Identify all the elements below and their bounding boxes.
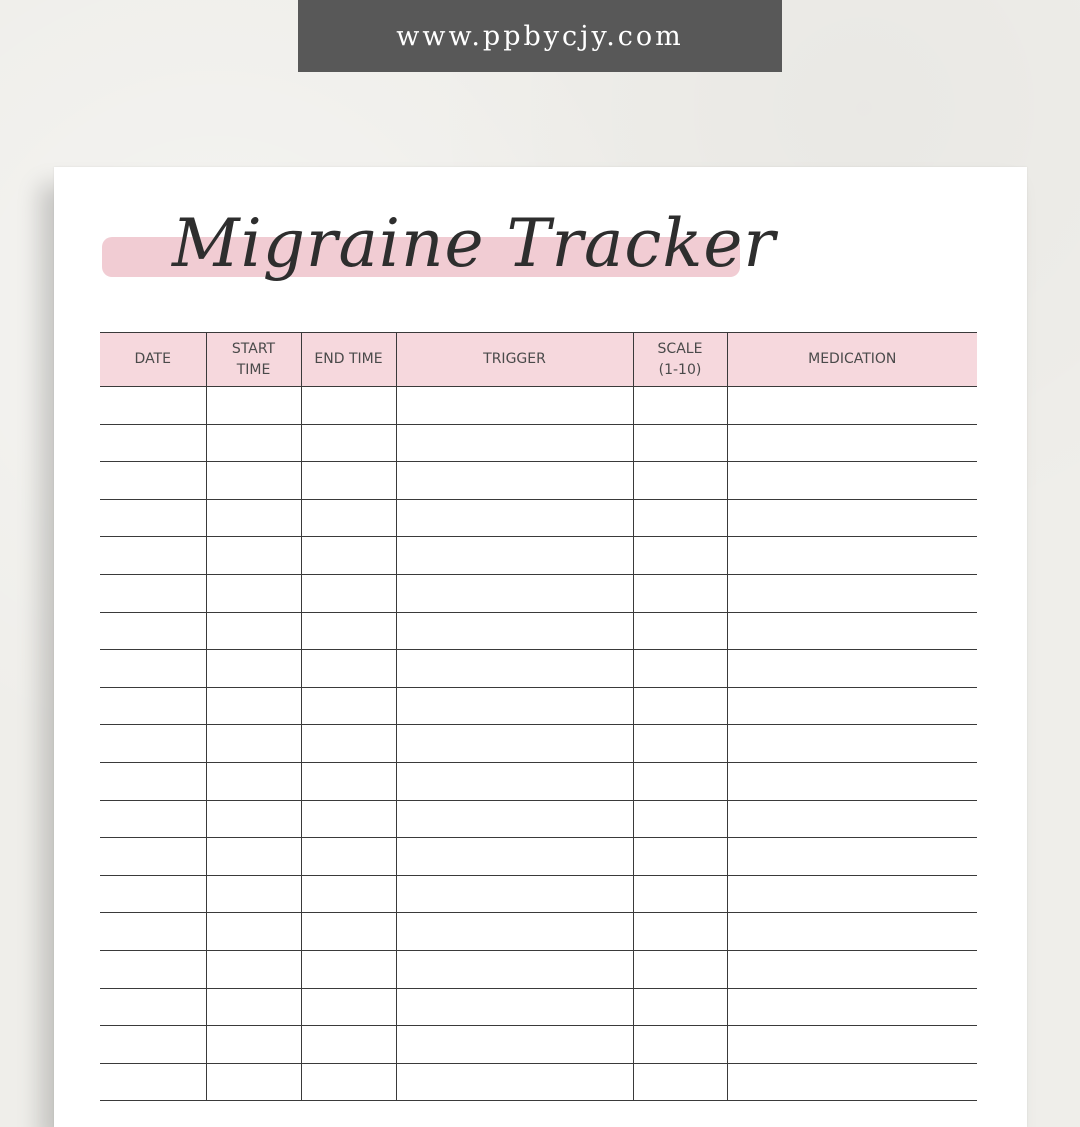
table-row	[100, 387, 977, 425]
cell-start-time	[206, 1063, 301, 1101]
cell-start-time	[206, 499, 301, 537]
cell-scale	[633, 462, 727, 500]
cell-scale	[633, 988, 727, 1026]
table-row	[100, 650, 977, 688]
cell-date	[100, 875, 206, 913]
table-body	[100, 387, 977, 1101]
cell-medication	[727, 574, 977, 612]
cell-trigger	[396, 950, 633, 988]
cell-trigger	[396, 462, 633, 500]
page-title: Migraine Tracker	[172, 205, 776, 282]
cell-medication	[727, 462, 977, 500]
table-row	[100, 1026, 977, 1064]
cell-end-time	[301, 950, 396, 988]
cell-trigger	[396, 424, 633, 462]
cell-start-time	[206, 687, 301, 725]
printable-sheet	[54, 167, 1027, 1127]
url-banner	[298, 0, 782, 72]
cell-medication	[727, 913, 977, 951]
cell-medication	[727, 950, 977, 988]
cell-trigger	[396, 875, 633, 913]
cell-scale	[633, 499, 727, 537]
cell-date	[100, 913, 206, 951]
cell-date	[100, 800, 206, 838]
cell-end-time	[301, 650, 396, 688]
cell-medication	[727, 687, 977, 725]
cell-date	[100, 650, 206, 688]
migraine-log-table	[100, 332, 977, 1101]
cell-start-time	[206, 612, 301, 650]
cell-trigger	[396, 574, 633, 612]
cell-medication	[727, 1026, 977, 1064]
table-row	[100, 838, 977, 876]
cell-end-time	[301, 838, 396, 876]
column-header-medication: MEDICATION	[727, 333, 977, 387]
cell-date	[100, 1026, 206, 1064]
cell-trigger	[396, 1063, 633, 1101]
cell-date	[100, 537, 206, 575]
cell-start-time	[206, 574, 301, 612]
cell-date	[100, 574, 206, 612]
cell-start-time	[206, 875, 301, 913]
cell-medication	[727, 725, 977, 763]
table-row	[100, 913, 977, 951]
cell-start-time	[206, 725, 301, 763]
cell-date	[100, 950, 206, 988]
cell-end-time	[301, 988, 396, 1026]
table-row	[100, 725, 977, 763]
column-header-end-time: END TIME	[301, 333, 396, 387]
column-header-start-time: START TIME	[206, 333, 301, 387]
cell-end-time	[301, 424, 396, 462]
cell-start-time	[206, 838, 301, 876]
cell-scale	[633, 650, 727, 688]
table-row	[100, 988, 977, 1026]
cell-trigger	[396, 838, 633, 876]
table-row	[100, 499, 977, 537]
table-row	[100, 762, 977, 800]
cell-end-time	[301, 875, 396, 913]
cell-scale	[633, 800, 727, 838]
table-row	[100, 950, 977, 988]
cell-end-time	[301, 612, 396, 650]
cell-end-time	[301, 1063, 396, 1101]
cell-medication	[727, 499, 977, 537]
cell-medication	[727, 762, 977, 800]
cell-trigger	[396, 800, 633, 838]
cell-start-time	[206, 462, 301, 500]
cell-date	[100, 838, 206, 876]
table-row	[100, 687, 977, 725]
cell-end-time	[301, 800, 396, 838]
table-row	[100, 1063, 977, 1101]
cell-scale	[633, 1063, 727, 1101]
cell-date	[100, 387, 206, 425]
cell-start-time	[206, 1026, 301, 1064]
cell-start-time	[206, 650, 301, 688]
cell-end-time	[301, 462, 396, 500]
cell-trigger	[396, 687, 633, 725]
table-row	[100, 462, 977, 500]
cell-scale	[633, 913, 727, 951]
cell-medication	[727, 875, 977, 913]
cell-date	[100, 612, 206, 650]
cell-start-time	[206, 387, 301, 425]
cell-medication	[727, 800, 977, 838]
cell-start-time	[206, 424, 301, 462]
cell-trigger	[396, 725, 633, 763]
cell-end-time	[301, 913, 396, 951]
table-row	[100, 537, 977, 575]
cell-end-time	[301, 499, 396, 537]
cell-end-time	[301, 1026, 396, 1064]
cell-scale	[633, 838, 727, 876]
column-header-date: DATE	[100, 333, 206, 387]
table-row	[100, 800, 977, 838]
cell-medication	[727, 650, 977, 688]
cell-scale	[633, 762, 727, 800]
cell-start-time	[206, 988, 301, 1026]
cell-scale	[633, 875, 727, 913]
cell-trigger	[396, 650, 633, 688]
cell-medication	[727, 1063, 977, 1101]
cell-date	[100, 725, 206, 763]
cell-trigger	[396, 537, 633, 575]
cell-scale	[633, 1026, 727, 1064]
cell-date	[100, 687, 206, 725]
cell-medication	[727, 537, 977, 575]
cell-end-time	[301, 387, 396, 425]
cell-start-time	[206, 800, 301, 838]
cell-date	[100, 988, 206, 1026]
cell-date	[100, 762, 206, 800]
table-header-row	[100, 333, 977, 387]
cell-start-time	[206, 913, 301, 951]
cell-end-time	[301, 574, 396, 612]
cell-end-time	[301, 725, 396, 763]
cell-medication	[727, 387, 977, 425]
cell-date	[100, 424, 206, 462]
cell-scale	[633, 612, 727, 650]
cell-medication	[727, 988, 977, 1026]
cell-trigger	[396, 1026, 633, 1064]
cell-scale	[633, 725, 727, 763]
cell-scale	[633, 574, 727, 612]
cell-trigger	[396, 988, 633, 1026]
cell-scale	[633, 537, 727, 575]
cell-scale	[633, 950, 727, 988]
cell-trigger	[396, 612, 633, 650]
cell-date	[100, 462, 206, 500]
cell-end-time	[301, 762, 396, 800]
cell-medication	[727, 838, 977, 876]
table-row	[100, 424, 977, 462]
cell-start-time	[206, 762, 301, 800]
table-row	[100, 875, 977, 913]
cell-trigger	[396, 387, 633, 425]
table-row	[100, 574, 977, 612]
cell-medication	[727, 424, 977, 462]
cell-trigger	[396, 913, 633, 951]
cell-trigger	[396, 762, 633, 800]
cell-end-time	[301, 687, 396, 725]
cell-start-time	[206, 950, 301, 988]
cell-scale	[633, 387, 727, 425]
table-row	[100, 612, 977, 650]
cell-date	[100, 1063, 206, 1101]
column-header-trigger: TRIGGER	[396, 333, 633, 387]
cell-medication	[727, 612, 977, 650]
cell-scale	[633, 424, 727, 462]
column-header-scale: SCALE (1-10)	[633, 333, 727, 387]
cell-scale	[633, 687, 727, 725]
cell-date	[100, 499, 206, 537]
cell-start-time	[206, 537, 301, 575]
cell-end-time	[301, 537, 396, 575]
website-url: www.ppbycjy.com	[396, 20, 684, 52]
cell-trigger	[396, 499, 633, 537]
